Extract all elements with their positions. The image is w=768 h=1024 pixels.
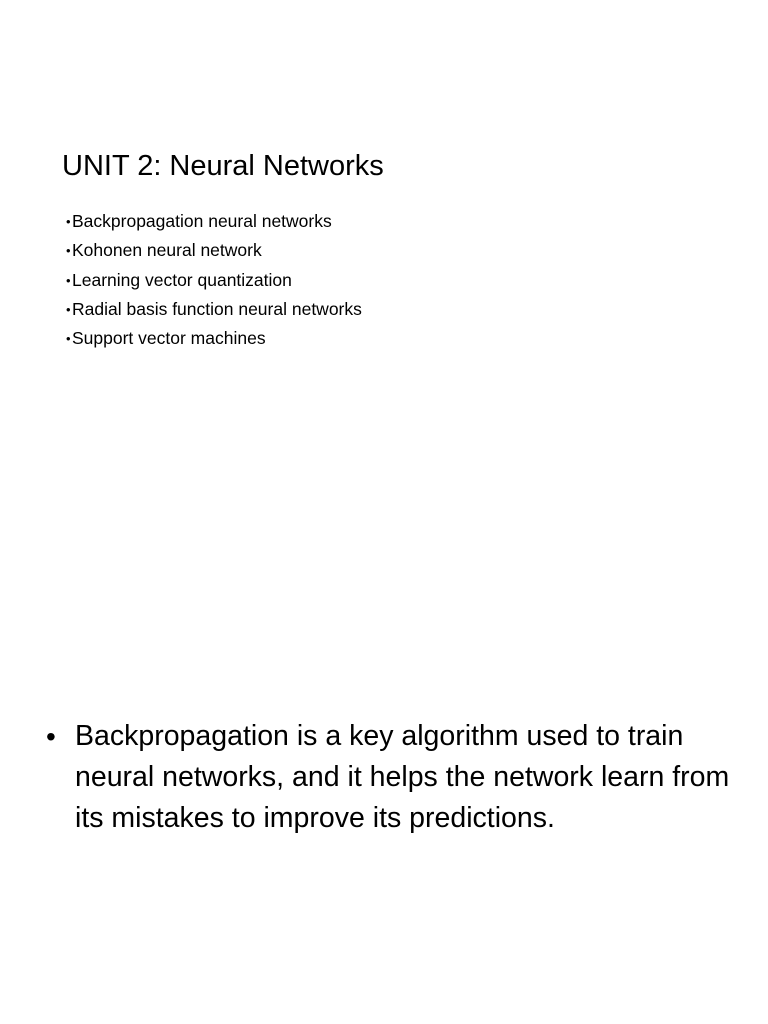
body-text: Backpropagation is a key algorithm used to train neural networks, and it helps the network learn from its mistakes to improve its predictions. — [75, 720, 730, 834]
list-item-label: Support vector machines — [72, 328, 266, 349]
list-item-label: Kohonen neural network — [72, 240, 262, 261]
list-item — [66, 236, 362, 265]
list-item — [66, 207, 362, 236]
list-item-label: Learning vector quantization — [72, 269, 292, 290]
list-item — [66, 324, 362, 353]
topic-list — [66, 207, 362, 353]
bullet-icon: • — [46, 721, 56, 752]
bullet-icon: • — [66, 272, 71, 288]
bullet-icon: • — [66, 214, 71, 229]
bullet-icon: • — [66, 301, 71, 317]
bullet-icon: • — [66, 331, 71, 347]
list-item — [66, 266, 362, 295]
list-item-label: Backpropagation neural networks — [72, 211, 332, 231]
list-item — [66, 295, 362, 324]
bullet-icon: • — [66, 243, 71, 259]
page-title: UNIT 2: Neural Networks — [62, 150, 384, 182]
body-paragraph — [46, 716, 736, 839]
list-item-label: Radial basis function neural networks — [72, 298, 362, 319]
